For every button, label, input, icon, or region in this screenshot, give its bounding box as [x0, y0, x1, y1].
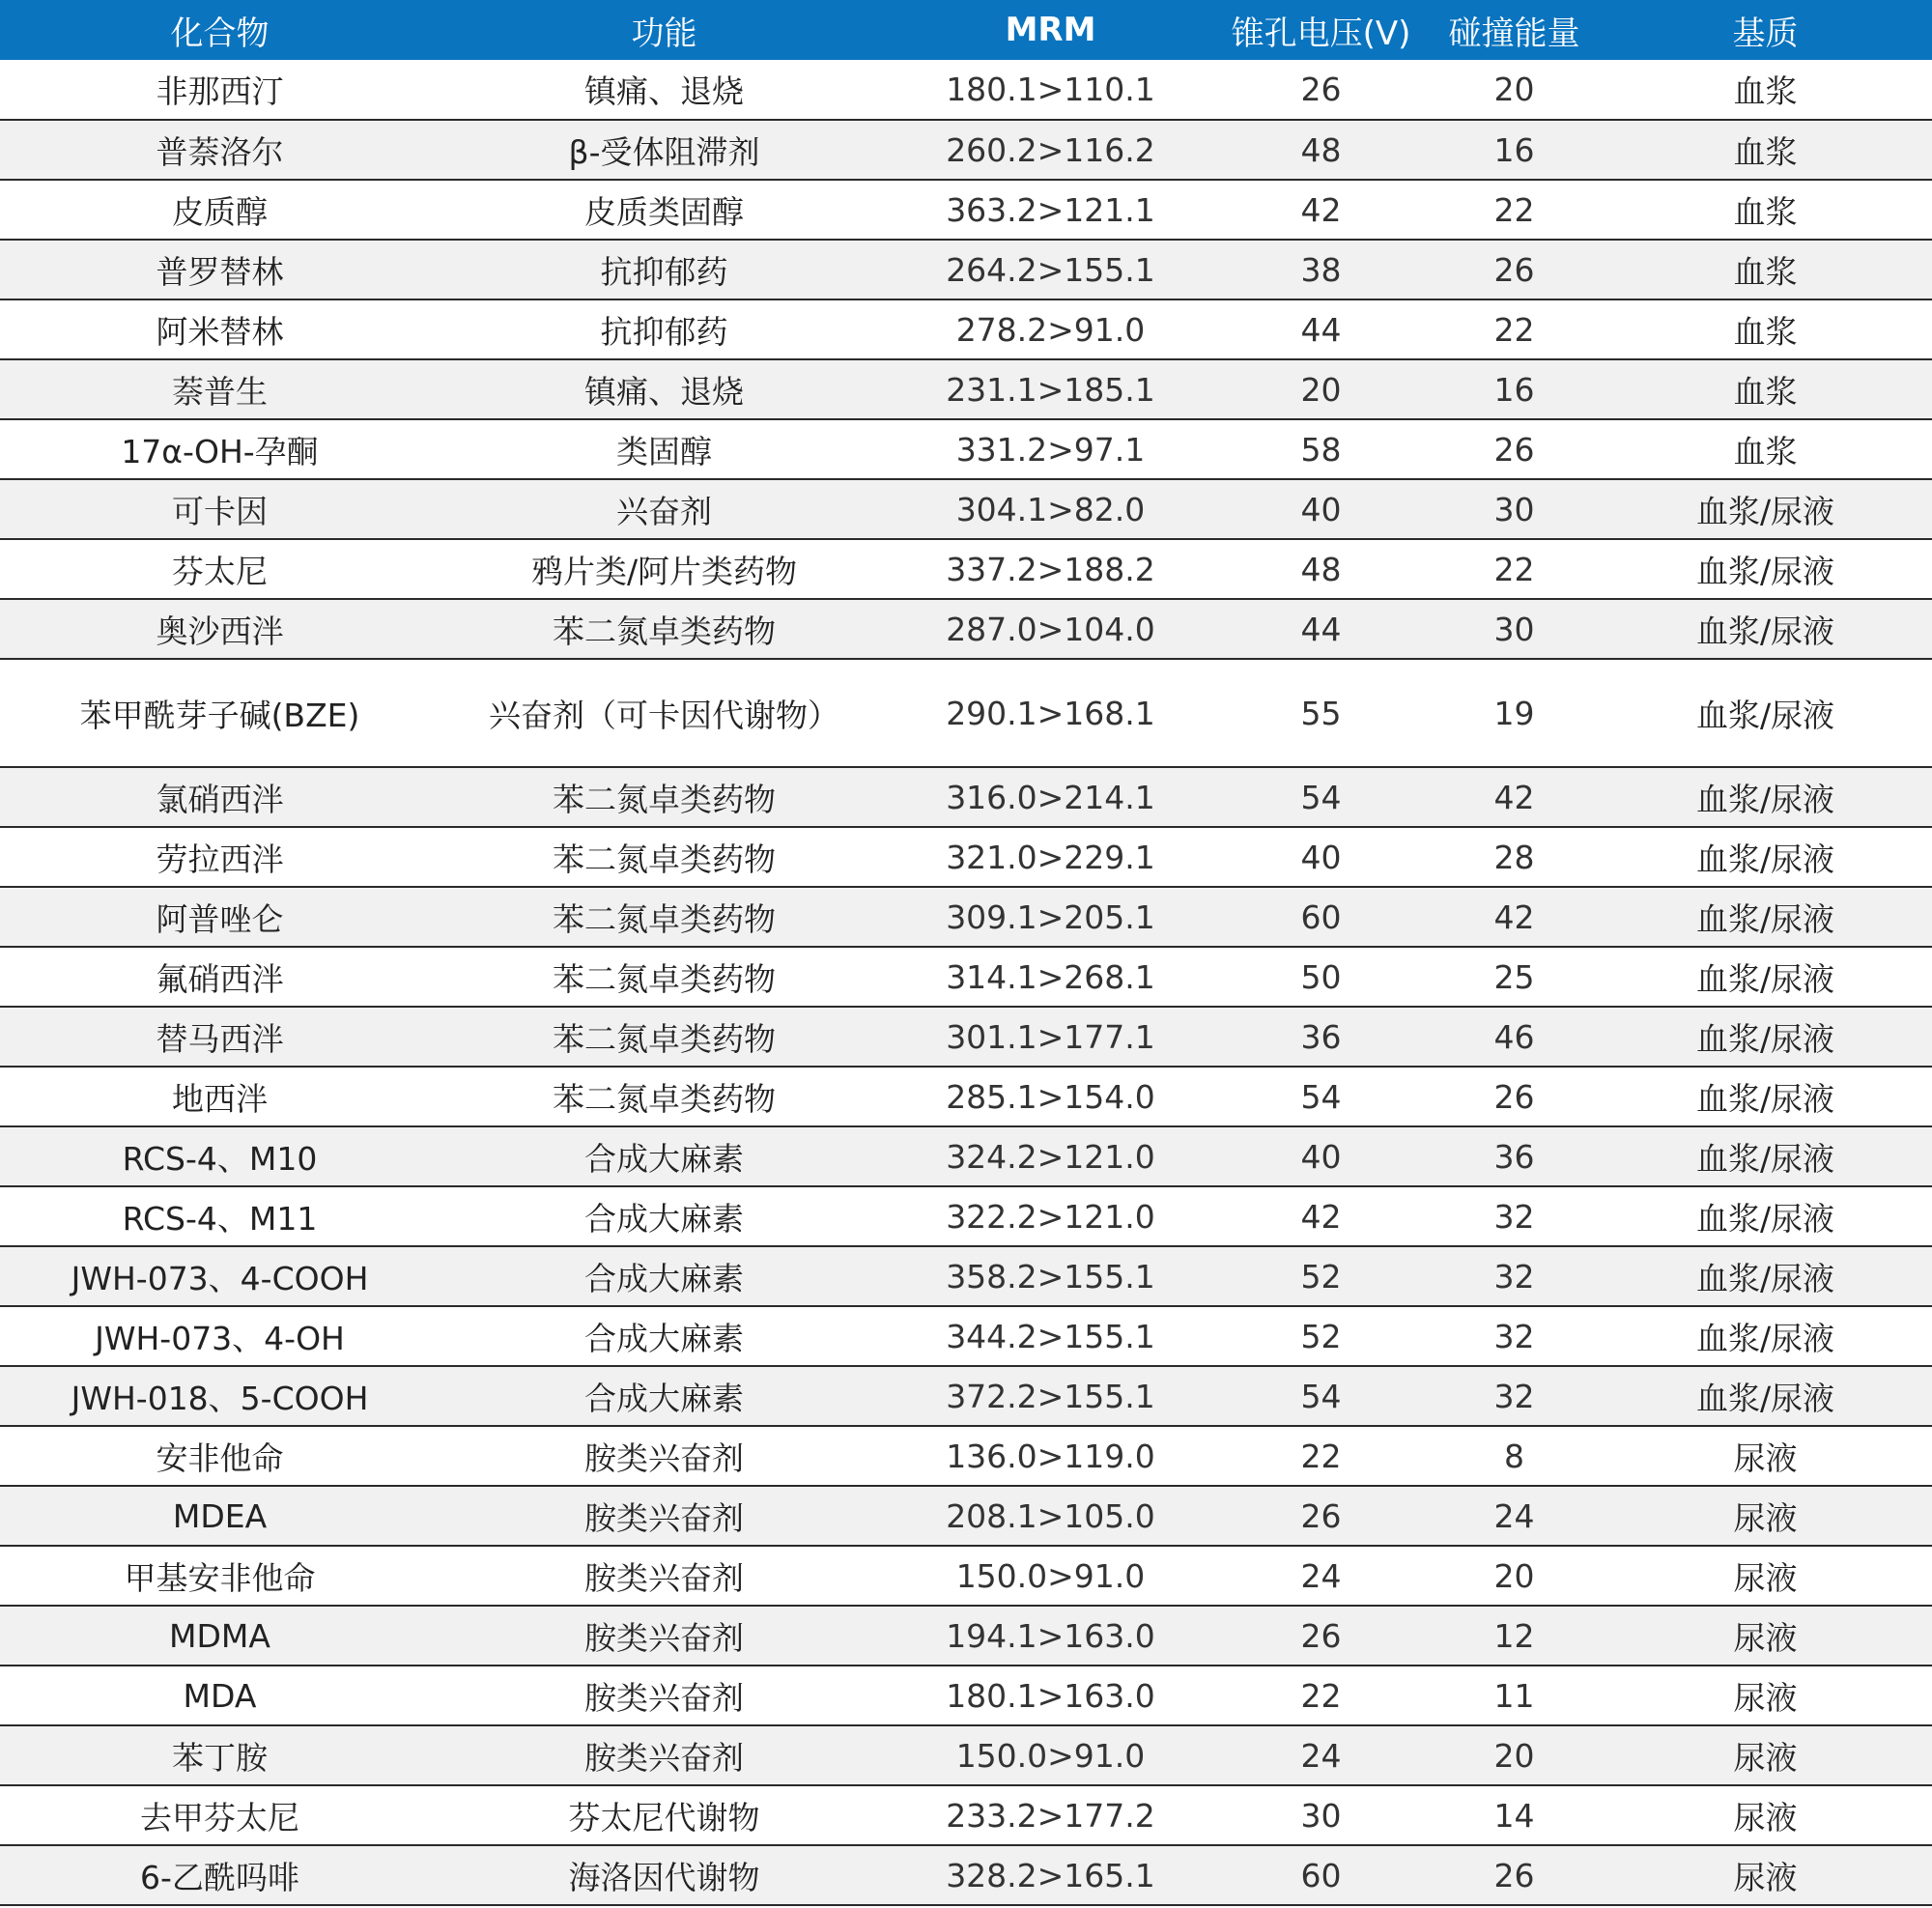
cell-collision-energy: 46	[1430, 1007, 1599, 1067]
cell-mrm: 309.1>205.1	[889, 887, 1212, 947]
cell-function: 鸦片类/阿片类药物	[440, 539, 889, 599]
cell-compound: 苯甲酰芽子碱(BZE)	[0, 659, 440, 767]
cell-cone-voltage: 54	[1212, 767, 1430, 827]
cell-matrix: 尿液	[1599, 1785, 1932, 1845]
cell-mrm: 314.1>268.1	[889, 947, 1212, 1007]
cell-cone-voltage: 24	[1212, 1546, 1430, 1606]
cell-function: 兴奋剂（可卡因代谢物）	[440, 659, 889, 767]
cell-mrm: 278.2>91.0	[889, 299, 1212, 359]
cell-function: 抗抑郁药	[440, 240, 889, 299]
cell-function: 类固醇	[440, 419, 889, 479]
cell-compound: 17α-OH-孕酮	[0, 419, 440, 479]
cell-cone-voltage: 40	[1212, 827, 1430, 887]
cell-collision-energy: 28	[1430, 827, 1599, 887]
cell-mrm: 233.2>177.2	[889, 1785, 1212, 1845]
cell-collision-energy: 22	[1430, 180, 1599, 240]
cell-cone-voltage: 55	[1212, 659, 1430, 767]
cell-collision-energy: 22	[1430, 299, 1599, 359]
cell-mrm: 321.0>229.1	[889, 827, 1212, 887]
cell-matrix: 血浆/尿液	[1599, 767, 1932, 827]
cell-compound: MDMA	[0, 1606, 440, 1666]
cell-collision-energy: 32	[1430, 1306, 1599, 1366]
cell-compound: 甲基安非他命	[0, 1546, 440, 1606]
cell-function: 芬太尼代谢物	[440, 1785, 889, 1845]
cell-collision-energy: 16	[1430, 120, 1599, 180]
cell-mrm: 316.0>214.1	[889, 767, 1212, 827]
cell-cone-voltage: 54	[1212, 1366, 1430, 1426]
cell-mrm: 180.1>163.0	[889, 1666, 1212, 1725]
cell-cone-voltage: 36	[1212, 1007, 1430, 1067]
cell-cone-voltage: 38	[1212, 240, 1430, 299]
cell-matrix: 血浆/尿液	[1599, 479, 1932, 539]
cell-function: 苯二氮卓类药物	[440, 887, 889, 947]
table-row	[0, 539, 1932, 599]
table-row	[0, 1186, 1932, 1246]
table-row	[0, 1546, 1932, 1606]
cell-cone-voltage: 30	[1212, 1785, 1430, 1845]
cell-collision-energy: 32	[1430, 1186, 1599, 1246]
cell-collision-energy: 30	[1430, 599, 1599, 659]
cell-collision-energy: 42	[1430, 887, 1599, 947]
table-row	[0, 1126, 1932, 1186]
cell-matrix: 血浆/尿液	[1599, 887, 1932, 947]
cell-mrm: 264.2>155.1	[889, 240, 1212, 299]
cell-matrix: 尿液	[1599, 1546, 1932, 1606]
cell-matrix: 血浆/尿液	[1599, 599, 1932, 659]
cell-compound: JWH-073、4-COOH	[0, 1246, 440, 1306]
cell-matrix: 血浆	[1599, 180, 1932, 240]
cell-matrix: 血浆	[1599, 419, 1932, 479]
cell-mrm: 363.2>121.1	[889, 180, 1212, 240]
cell-cone-voltage: 44	[1212, 599, 1430, 659]
table-row	[0, 1845, 1932, 1905]
cell-matrix: 血浆/尿液	[1599, 659, 1932, 767]
table-row	[0, 1246, 1932, 1306]
table-row	[0, 1785, 1932, 1845]
cell-matrix: 尿液	[1599, 1606, 1932, 1666]
cell-mrm: 150.0>91.0	[889, 1725, 1212, 1785]
cell-cone-voltage: 52	[1212, 1306, 1430, 1366]
cell-compound: 地西泮	[0, 1067, 440, 1126]
cell-function: 苯二氮卓类药物	[440, 827, 889, 887]
table-row	[0, 767, 1932, 827]
cell-mrm: 231.1>185.1	[889, 359, 1212, 419]
table-row	[0, 1426, 1932, 1486]
cell-cone-voltage: 40	[1212, 479, 1430, 539]
cell-matrix: 血浆/尿液	[1599, 1126, 1932, 1186]
cell-mrm: 337.2>188.2	[889, 539, 1212, 599]
cell-function: 苯二氮卓类药物	[440, 599, 889, 659]
cell-cone-voltage: 48	[1212, 120, 1430, 180]
cell-function: 苯二氮卓类药物	[440, 947, 889, 1007]
table-row	[0, 419, 1932, 479]
table-row	[0, 1725, 1932, 1785]
cell-collision-energy: 36	[1430, 1126, 1599, 1186]
header-cone-voltage: 锥孔电压(V)	[1231, 14, 1411, 53]
cell-cone-voltage: 26	[1212, 1486, 1430, 1546]
cell-compound: 皮质醇	[0, 180, 440, 240]
cell-collision-energy: 25	[1430, 947, 1599, 1007]
cell-matrix: 血浆/尿液	[1599, 1007, 1932, 1067]
cell-matrix: 血浆/尿液	[1599, 947, 1932, 1007]
table-row	[0, 887, 1932, 947]
table-row	[0, 599, 1932, 659]
table-row	[0, 479, 1932, 539]
cell-compound: 替马西泮	[0, 1007, 440, 1067]
cell-mrm: 372.2>155.1	[889, 1366, 1212, 1426]
cell-cone-voltage: 24	[1212, 1725, 1430, 1785]
cell-cone-voltage: 40	[1212, 1126, 1430, 1186]
header-collision-energy: 碰撞能量	[1448, 14, 1580, 53]
cell-compound: MDEA	[0, 1486, 440, 1546]
cell-compound: 普罗替林	[0, 240, 440, 299]
cell-function: 合成大麻素	[440, 1366, 889, 1426]
cell-collision-energy: 26	[1430, 1845, 1599, 1905]
header-mrm: MRM	[1005, 11, 1096, 49]
cell-cone-voltage: 54	[1212, 1067, 1430, 1126]
cell-matrix: 血浆	[1599, 299, 1932, 359]
cell-matrix: 血浆/尿液	[1599, 827, 1932, 887]
cell-compound: 苯丁胺	[0, 1725, 440, 1785]
cell-function: 苯二氮卓类药物	[440, 1067, 889, 1126]
cell-cone-voltage: 58	[1212, 419, 1430, 479]
table-row	[0, 1666, 1932, 1725]
cell-cone-voltage: 26	[1212, 60, 1430, 120]
cell-function: 兴奋剂	[440, 479, 889, 539]
cell-cone-voltage: 48	[1212, 539, 1430, 599]
cell-function: 镇痛、退烧	[440, 60, 889, 120]
cell-compound: 奥沙西泮	[0, 599, 440, 659]
cell-function: 合成大麻素	[440, 1306, 889, 1366]
cell-function: 胺类兴奋剂	[440, 1486, 889, 1546]
cell-mrm: 136.0>119.0	[889, 1426, 1212, 1486]
cell-mrm: 285.1>154.0	[889, 1067, 1212, 1126]
cell-compound: 阿普唑仑	[0, 887, 440, 947]
cell-matrix: 尿液	[1599, 1666, 1932, 1725]
cell-compound: 去甲芬太尼	[0, 1785, 440, 1845]
cell-collision-energy: 20	[1430, 1546, 1599, 1606]
table-row	[0, 359, 1932, 419]
cell-compound: 氯硝西泮	[0, 767, 440, 827]
cell-matrix: 血浆	[1599, 60, 1932, 120]
table-row	[0, 1067, 1932, 1126]
cell-mrm: 180.1>110.1	[889, 60, 1212, 120]
cell-mrm: 328.2>165.1	[889, 1845, 1212, 1905]
cell-function: 皮质类固醇	[440, 180, 889, 240]
cell-compound: 萘普生	[0, 359, 440, 419]
cell-collision-energy: 12	[1430, 1606, 1599, 1666]
cell-cone-voltage: 20	[1212, 359, 1430, 419]
header-matrix: 基质	[1732, 14, 1799, 53]
cell-function: 抗抑郁药	[440, 299, 889, 359]
cell-compound: JWH-073、4-OH	[0, 1306, 440, 1366]
table-row	[0, 1306, 1932, 1366]
cell-compound: JWH-018、5-COOH	[0, 1366, 440, 1426]
cell-collision-energy: 20	[1430, 1725, 1599, 1785]
cell-cone-voltage: 52	[1212, 1246, 1430, 1306]
cell-compound: RCS-4、M10	[0, 1126, 440, 1186]
cell-function: 胺类兴奋剂	[440, 1725, 889, 1785]
cell-compound: RCS-4、M11	[0, 1186, 440, 1246]
cell-mrm: 358.2>155.1	[889, 1246, 1212, 1306]
cell-compound: MDA	[0, 1666, 440, 1725]
cell-matrix: 血浆	[1599, 240, 1932, 299]
cell-collision-energy: 26	[1430, 1067, 1599, 1126]
cell-compound: 安非他命	[0, 1426, 440, 1486]
cell-collision-energy: 24	[1430, 1486, 1599, 1546]
cell-compound: 阿米替林	[0, 299, 440, 359]
table-row	[0, 1606, 1932, 1666]
cell-function: 胺类兴奋剂	[440, 1426, 889, 1486]
header-compound: 化合物	[170, 14, 270, 53]
cell-collision-energy: 22	[1430, 539, 1599, 599]
cell-mrm: 260.2>116.2	[889, 120, 1212, 180]
cell-function: 苯二氮卓类药物	[440, 1007, 889, 1067]
table-row	[0, 1007, 1932, 1067]
cell-matrix: 血浆/尿液	[1599, 1306, 1932, 1366]
table-row	[0, 1486, 1932, 1546]
cell-collision-energy: 19	[1430, 659, 1599, 767]
table-row	[0, 60, 1932, 120]
cell-matrix: 尿液	[1599, 1725, 1932, 1785]
cell-function: β-受体阻滞剂	[440, 120, 889, 180]
cell-mrm: 150.0>91.0	[889, 1546, 1212, 1606]
cell-mrm: 301.1>177.1	[889, 1007, 1212, 1067]
cell-compound: 氟硝西泮	[0, 947, 440, 1007]
cell-cone-voltage: 42	[1212, 180, 1430, 240]
table-row	[0, 1366, 1932, 1426]
cell-cone-voltage: 50	[1212, 947, 1430, 1007]
cell-cone-voltage: 42	[1212, 1186, 1430, 1246]
cell-function: 合成大麻素	[440, 1126, 889, 1186]
cell-collision-energy: 32	[1430, 1366, 1599, 1426]
table-header	[0, 0, 1932, 60]
cell-mrm: 194.1>163.0	[889, 1606, 1212, 1666]
cell-function: 合成大麻素	[440, 1186, 889, 1246]
cell-compound: 6-乙酰吗啡	[0, 1845, 440, 1905]
cell-cone-voltage: 44	[1212, 299, 1430, 359]
cell-matrix: 血浆/尿液	[1599, 1067, 1932, 1126]
cell-function: 胺类兴奋剂	[440, 1666, 889, 1725]
table-row	[0, 947, 1932, 1007]
cell-collision-energy: 16	[1430, 359, 1599, 419]
header-row	[0, 0, 1932, 60]
cell-matrix: 血浆	[1599, 359, 1932, 419]
cell-matrix: 尿液	[1599, 1845, 1932, 1905]
cell-mrm: 344.2>155.1	[889, 1306, 1212, 1366]
cell-matrix: 血浆/尿液	[1599, 1186, 1932, 1246]
cell-function: 海洛因代谢物	[440, 1845, 889, 1905]
cell-matrix: 尿液	[1599, 1486, 1932, 1546]
cell-collision-energy: 26	[1430, 240, 1599, 299]
cell-mrm: 331.2>97.1	[889, 419, 1212, 479]
cell-function: 胺类兴奋剂	[440, 1546, 889, 1606]
table-row	[0, 240, 1932, 299]
cell-collision-energy: 14	[1430, 1785, 1599, 1845]
cell-function: 苯二氮卓类药物	[440, 767, 889, 827]
cell-cone-voltage: 22	[1212, 1426, 1430, 1486]
cell-collision-energy: 30	[1430, 479, 1599, 539]
table-row	[0, 299, 1932, 359]
table-row	[0, 659, 1932, 767]
header-function: 功能	[631, 14, 697, 53]
cell-mrm: 287.0>104.0	[889, 599, 1212, 659]
table-row	[0, 120, 1932, 180]
cell-mrm: 304.1>82.0	[889, 479, 1212, 539]
cell-collision-energy: 11	[1430, 1666, 1599, 1725]
cell-compound: 可卡因	[0, 479, 440, 539]
cell-compound: 芬太尼	[0, 539, 440, 599]
cell-collision-energy: 26	[1430, 419, 1599, 479]
cell-matrix: 血浆	[1599, 120, 1932, 180]
cell-matrix: 尿液	[1599, 1426, 1932, 1486]
cell-mrm: 208.1>105.0	[889, 1486, 1212, 1546]
cell-compound: 普萘洛尔	[0, 120, 440, 180]
cell-collision-energy: 8	[1430, 1426, 1599, 1486]
cell-collision-energy: 20	[1430, 60, 1599, 120]
cell-matrix: 血浆/尿液	[1599, 539, 1932, 599]
cell-collision-energy: 42	[1430, 767, 1599, 827]
cell-compound: 劳拉西泮	[0, 827, 440, 887]
table-row	[0, 827, 1932, 887]
cell-mrm: 290.1>168.1	[889, 659, 1212, 767]
table-body	[0, 60, 1932, 1905]
cell-matrix: 血浆/尿液	[1599, 1366, 1932, 1426]
cell-compound: 非那西汀	[0, 60, 440, 120]
cell-cone-voltage: 26	[1212, 1606, 1430, 1666]
cell-matrix: 血浆/尿液	[1599, 1246, 1932, 1306]
cell-mrm: 322.2>121.0	[889, 1186, 1212, 1246]
cell-cone-voltage: 60	[1212, 887, 1430, 947]
cell-cone-voltage: 22	[1212, 1666, 1430, 1725]
cell-mrm: 324.2>121.0	[889, 1126, 1212, 1186]
table-row	[0, 180, 1932, 240]
cell-function: 胺类兴奋剂	[440, 1606, 889, 1666]
cell-function: 镇痛、退烧	[440, 359, 889, 419]
cell-cone-voltage: 60	[1212, 1845, 1430, 1905]
cell-collision-energy: 32	[1430, 1246, 1599, 1306]
cell-function: 合成大麻素	[440, 1246, 889, 1306]
